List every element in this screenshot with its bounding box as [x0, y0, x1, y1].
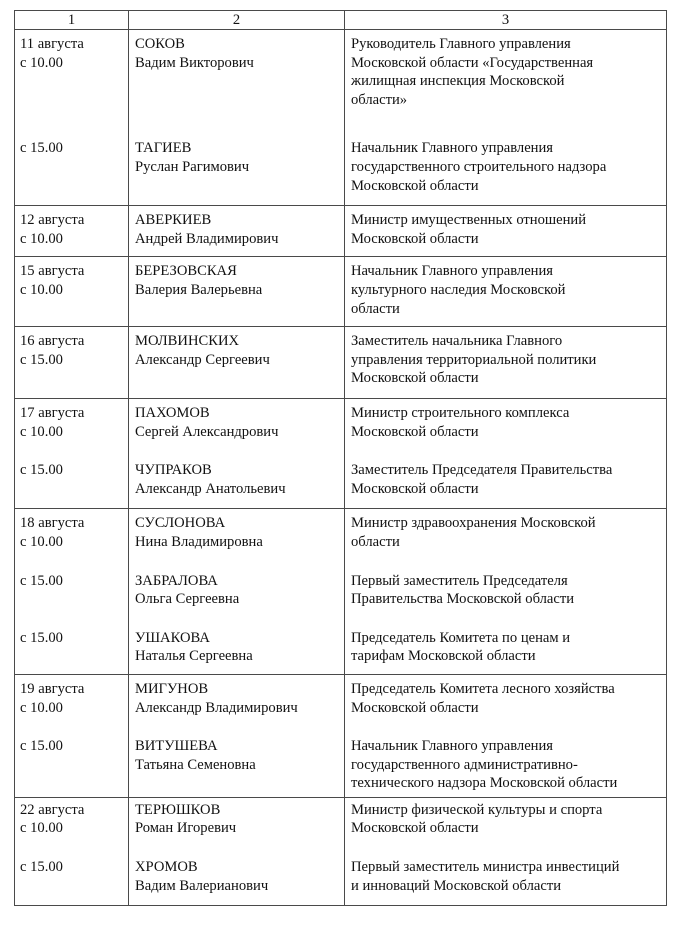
person-given-name: Наталья Сергеевна	[135, 648, 253, 665]
position-entry	[345, 680, 666, 717]
person-entry	[129, 262, 344, 318]
position-cell	[345, 797, 667, 905]
date-slot	[15, 680, 128, 717]
column-header-1: 1	[15, 11, 129, 30]
position-line: государственного строительного надзора	[351, 158, 607, 175]
position-line: области»	[351, 91, 408, 108]
person-given-name: Вадим Валерианович	[135, 877, 269, 894]
position-entry	[345, 139, 666, 195]
position-line: Московской области «Государственная	[351, 54, 594, 71]
position-entry	[345, 514, 666, 551]
person-entry	[129, 737, 344, 793]
position-cell	[345, 398, 667, 508]
date-slot	[15, 35, 128, 109]
person-surname: МИГУНОВ	[135, 680, 209, 697]
person-given-name: Александр Сергеевич	[135, 351, 270, 368]
position-line: Министр имущественных отношений	[351, 212, 587, 229]
position-line: Председатель Комитета по ценам и	[351, 629, 571, 646]
date-cell	[15, 509, 129, 675]
position-line: Министр здравоохранения Московской	[351, 515, 596, 532]
position-entry	[345, 262, 666, 318]
person-surname: АВЕРКИЕВ	[135, 212, 212, 229]
position-line: Московской области	[351, 177, 479, 194]
position-cell	[345, 30, 667, 206]
person-surname: СУСЛОНОВА	[135, 515, 226, 532]
position-line: Московской области	[351, 230, 479, 247]
person-surname: ЧУПРАКОВ	[135, 462, 212, 479]
date-slot	[15, 858, 128, 895]
position-line: Начальник Главного управления	[351, 140, 554, 157]
person-entry	[129, 332, 344, 388]
person-surname: ПАХОМОВ	[135, 404, 210, 421]
date-label: 12 августа	[20, 212, 85, 229]
person-surname: СОКОВ	[135, 36, 185, 52]
date-slot	[15, 211, 128, 248]
person-cell	[129, 398, 345, 508]
person-surname: ХРОМОВ	[135, 859, 198, 876]
position-cell	[345, 327, 667, 399]
person-surname: ЗАБРАЛОВА	[135, 572, 218, 589]
position-line: Заместитель начальника Главного	[351, 333, 563, 350]
position-line: Председатель Комитета лесного хозяйства	[351, 680, 615, 697]
person-given-name: Ольга Сергеевна	[135, 591, 240, 608]
position-cell	[345, 206, 667, 257]
time-label: с 15.00	[20, 462, 63, 479]
position-entry	[345, 461, 666, 498]
position-line: Правительства Московской области	[351, 591, 575, 608]
date-cell	[15, 327, 129, 399]
position-line: Первый заместитель Председателя	[351, 572, 568, 589]
person-surname: ТЕРЮШКОВ	[135, 801, 221, 818]
position-entry	[345, 801, 666, 838]
column-header-2: 2	[129, 11, 345, 30]
person-given-name: Сергей Александрович	[135, 423, 279, 440]
position-entry	[345, 211, 666, 248]
person-given-name: Нина Владимировна	[135, 533, 263, 550]
position-line: жилищная инспекция Московской	[351, 73, 565, 90]
time-label: с 15.00	[20, 859, 63, 876]
time-label: с 10.00	[20, 230, 63, 247]
position-line: области	[351, 533, 400, 550]
position-cell	[345, 257, 667, 327]
date-slot	[15, 572, 128, 609]
date-slot	[15, 737, 128, 793]
schedule-row	[15, 327, 667, 399]
position-line: Начальник Главного управления	[351, 263, 554, 280]
date-slot	[15, 629, 128, 666]
position-line: тарифам Московской области	[351, 648, 536, 665]
date-cell	[15, 206, 129, 257]
person-entry	[129, 514, 344, 551]
position-line: Московской области	[351, 480, 479, 497]
position-line: государственного административно-	[351, 756, 578, 773]
person-entry	[129, 801, 344, 838]
date-slot	[15, 139, 128, 195]
time-label: с 15.00	[20, 572, 63, 589]
time-label: с 15.00	[20, 629, 63, 646]
person-cell	[129, 206, 345, 257]
person-surname: МОЛВИНСКИХ	[135, 333, 240, 350]
position-line: Заместитель Председателя Правительства	[351, 462, 613, 479]
time-label: с 10.00	[20, 423, 63, 440]
person-entry	[129, 404, 344, 441]
person-given-name: Роман Игоревич	[135, 820, 237, 837]
person-cell	[129, 674, 345, 797]
person-cell	[129, 257, 345, 327]
position-line: и инноваций Московской области	[351, 877, 562, 894]
person-entry	[129, 572, 344, 609]
position-line: Начальник Главного управления	[351, 738, 554, 755]
time-label: с 10.00	[20, 54, 63, 71]
position-line: Московской области	[351, 820, 479, 837]
schedule-row	[15, 30, 667, 206]
time-label: с 15.00	[20, 140, 63, 157]
position-line: Руководитель Главного управления	[351, 36, 571, 52]
person-entry	[129, 858, 344, 895]
date-label: 15 августа	[20, 263, 85, 280]
person-given-name: Валерия Валерьевна	[135, 281, 263, 298]
position-line: технического надзора Московской области	[351, 775, 618, 792]
person-given-name: Александр Анатольевич	[135, 480, 286, 497]
position-line: управления территориальной политики	[351, 351, 597, 368]
position-line: культурного наследия Московской	[351, 281, 566, 298]
person-entry	[129, 680, 344, 717]
position-line: Московской области	[351, 699, 479, 716]
date-slot	[15, 262, 128, 318]
time-label: с 10.00	[20, 699, 63, 716]
header-row	[15, 11, 667, 30]
schedule-row	[15, 797, 667, 905]
position-line: Министр строительного комплекса	[351, 404, 570, 421]
position-line: области	[351, 300, 400, 317]
schedule-row	[15, 509, 667, 675]
reception-schedule-table	[14, 10, 667, 906]
date-label: 17 августа	[20, 404, 85, 421]
position-line: Первый заместитель министра инвестиций	[351, 859, 620, 876]
position-entry	[345, 737, 666, 793]
date-slot	[15, 514, 128, 551]
position-line: Московской области	[351, 423, 479, 440]
position-cell	[345, 509, 667, 675]
person-surname: УШАКОВА	[135, 629, 210, 646]
date-cell	[15, 674, 129, 797]
person-entry	[129, 461, 344, 498]
date-cell	[15, 398, 129, 508]
person-cell	[129, 797, 345, 905]
position-line: Московской области	[351, 370, 479, 387]
date-slot	[15, 332, 128, 388]
position-entry	[345, 404, 666, 441]
person-cell	[129, 509, 345, 675]
schedule-row	[15, 257, 667, 327]
time-label: с 15.00	[20, 351, 63, 368]
person-given-name: Андрей Владимирович	[135, 230, 279, 247]
position-entry	[345, 629, 666, 666]
date-slot	[15, 404, 128, 441]
position-line: Министр физической культуры и спорта	[351, 801, 603, 818]
date-cell	[15, 30, 129, 206]
person-entry	[129, 629, 344, 666]
date-slot	[15, 461, 128, 498]
date-label: 16 августа	[20, 333, 85, 350]
date-label: 22 августа	[20, 801, 85, 818]
date-label: 18 августа	[20, 515, 85, 532]
schedule-row	[15, 206, 667, 257]
schedule-row	[15, 398, 667, 508]
time-label: с 10.00	[20, 533, 63, 550]
person-surname: ТАГИЕВ	[135, 140, 192, 157]
person-surname: БЕРЕЗОВСКАЯ	[135, 263, 237, 280]
position-entry	[345, 35, 666, 109]
column-header-3: 3	[345, 11, 667, 30]
date-label: 11 августа	[20, 36, 84, 52]
date-cell	[15, 797, 129, 905]
time-label: с 15.00	[20, 738, 63, 755]
person-cell	[129, 327, 345, 399]
person-given-name: Руслан Рагимович	[135, 158, 250, 175]
position-entry	[345, 332, 666, 388]
person-entry	[129, 35, 344, 109]
person-surname: ВИТУШЕВА	[135, 738, 218, 755]
time-label: с 10.00	[20, 820, 63, 837]
position-entry	[345, 858, 666, 895]
time-label: с 10.00	[20, 281, 63, 298]
person-entry	[129, 139, 344, 195]
person-entry	[129, 211, 344, 248]
date-slot	[15, 801, 128, 838]
person-given-name: Вадим Викторович	[135, 54, 254, 71]
person-cell	[129, 30, 345, 206]
position-entry	[345, 572, 666, 609]
position-cell	[345, 674, 667, 797]
schedule-row	[15, 674, 667, 797]
date-cell	[15, 257, 129, 327]
person-given-name: Александр Владимирович	[135, 699, 298, 716]
date-label: 19 августа	[20, 680, 85, 697]
person-given-name: Татьяна Семеновна	[135, 756, 256, 773]
